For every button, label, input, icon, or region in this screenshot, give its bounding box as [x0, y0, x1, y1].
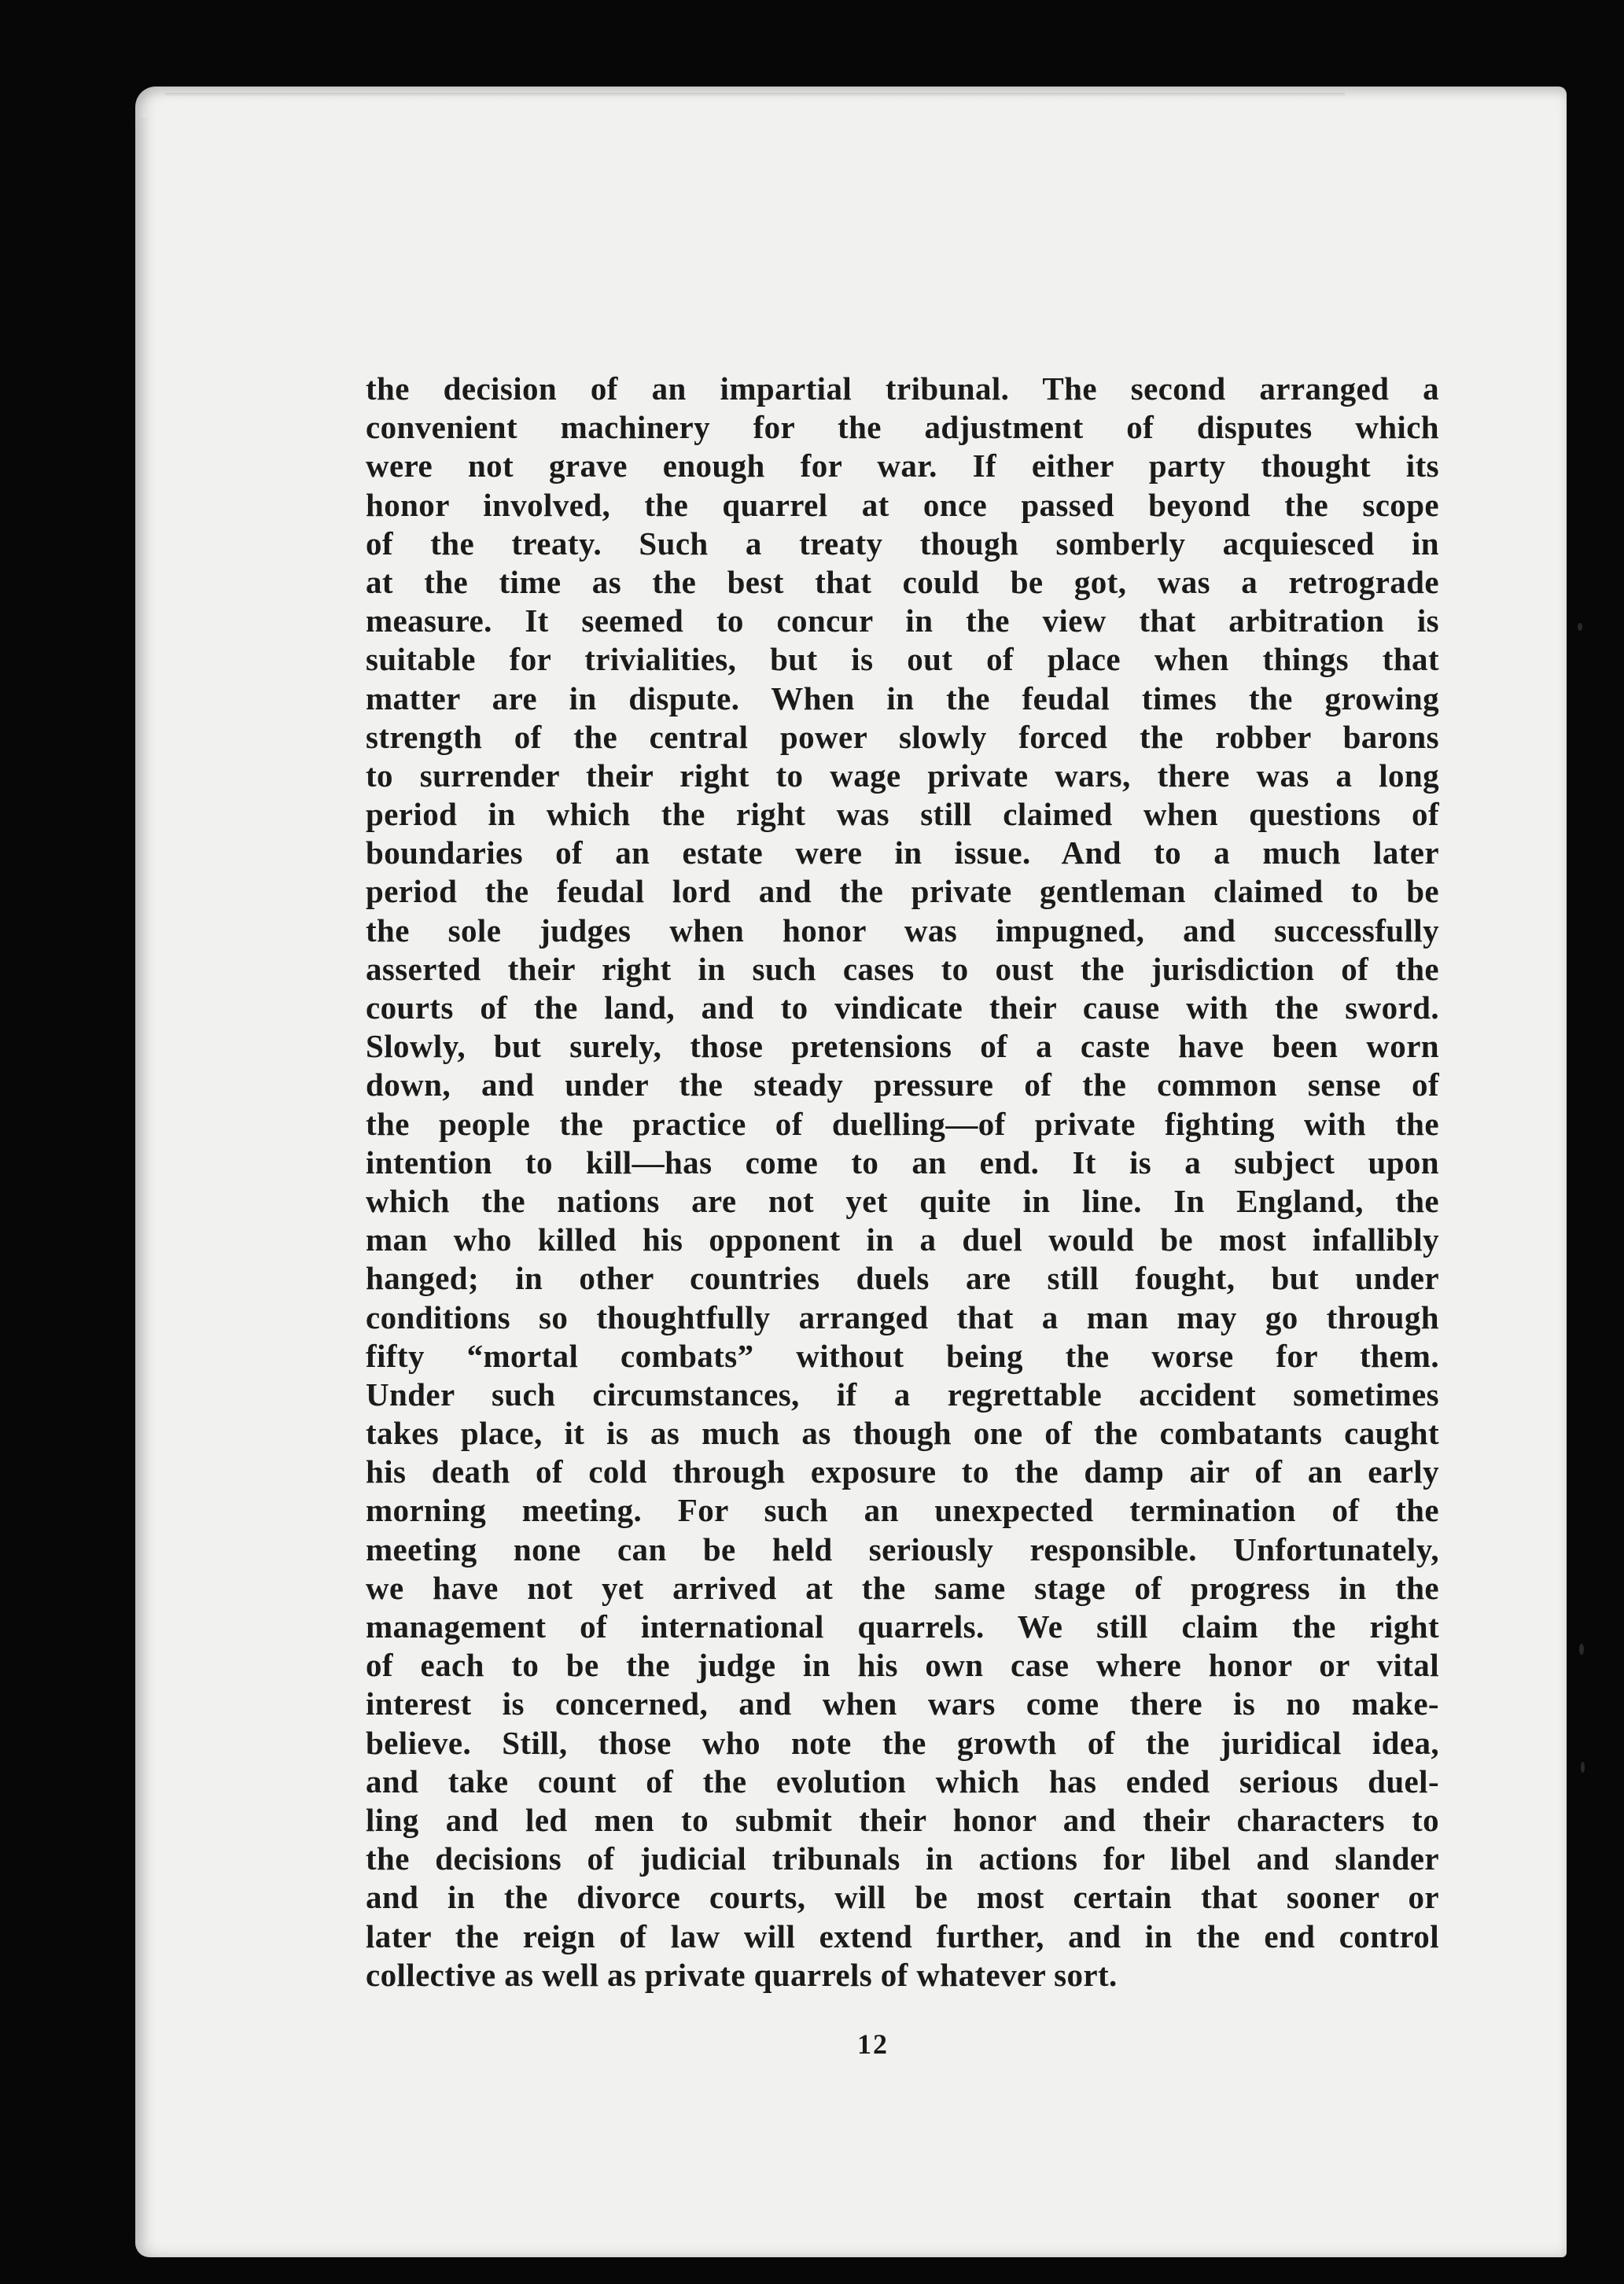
page-left-edge [135, 118, 149, 2242]
text-line-last: collective as well as private quarrels of whatever sort. [366, 1956, 1118, 1993]
text-line: strength of the central power slowly forced the robber barons [366, 718, 1439, 755]
text-line: management of international quarrels. We still claim the right [366, 1608, 1439, 1645]
body-text [366, 370, 1439, 1995]
text-line: period in which the right was still claimed when questions of [366, 796, 1439, 833]
text-line: period the feudal lord and the private gentleman claimed to be [366, 873, 1439, 910]
text-line: to surrender their right to wage private wars, there was a long [366, 757, 1439, 794]
text-line: the decision of an impartial tribunal. The second arranged a [366, 370, 1439, 407]
text-line: asserted their right in such cases to oust the jurisdiction of the [366, 950, 1439, 987]
text-line: of each to be the judge in his own case where honor or vital [366, 1647, 1439, 1684]
text-line: boundaries of an estate were in issue. And to a much later [366, 834, 1439, 871]
scan-speck [1579, 1644, 1584, 1655]
text-line: and take count of the evolution which has ended serious duel- [366, 1763, 1439, 1800]
text-line: the people the practice of duelling—of private fighting with the [366, 1105, 1439, 1142]
text-line: Slowly, but surely, those pretensions of a caste have been worn [366, 1028, 1439, 1065]
page-number: 12 [857, 2028, 889, 2060]
text-line: his death of cold through exposure to the damp air of an early [366, 1453, 1439, 1490]
text-line: convenient machinery for the adjustment of disputes which [366, 409, 1439, 446]
text-line: conditions so thoughtfully arranged that a man may go through [366, 1299, 1439, 1335]
text-line: we have not yet arrived at the same stage of progress in the [366, 1569, 1439, 1606]
text-line: the decisions of judicial tribunals in actions for libel and slander [366, 1840, 1439, 1877]
text-line: ling and led men to submit their honor and their characters to [366, 1801, 1439, 1838]
text-line: which the nations are not yet quite in line. In England, the [366, 1182, 1439, 1219]
text-line: the sole judges when honor was impugned, and successfully [366, 912, 1439, 949]
text-line: honor involved, the quarrel at once passed beyond the scope [366, 486, 1439, 523]
text-line: of the treaty. Such a treaty though somberly acquiesced in [366, 525, 1439, 562]
text-line: were not grave enough for war. If either party thought its [366, 448, 1439, 484]
text-line: courts of the land, and to vindicate their cause with the sword. [366, 989, 1439, 1026]
text-line: meeting none can be held seriously responsible. Unfortunately, [366, 1531, 1439, 1567]
page-top-edge [165, 93, 1345, 98]
scan-speck [1578, 623, 1582, 631]
text-line: takes place, it is as much as though one of the combatants caught [366, 1415, 1439, 1452]
text-line: intention to kill—has come to an end. It is a subject upon [366, 1144, 1439, 1181]
text-line: morning meeting. For such an unexpected termination of the [366, 1492, 1439, 1529]
text-line: Under such circumstances, if a regrettable accident sometimes [366, 1376, 1439, 1413]
text-line: hanged; in other countries duels are still fought, but under [366, 1260, 1439, 1297]
text-line: later the reign of law will extend further, and in the end control [366, 1917, 1439, 1954]
text-line: man who killed his opponent in a duel would be most infallibly [366, 1221, 1439, 1258]
text-line: believe. Still, those who note the growth of the juridical idea, [366, 1724, 1439, 1761]
text-line: matter are in dispute. When in the feudal times the growing [366, 680, 1439, 717]
text-line: measure. It seemed to concur in the view that arbitration is [366, 602, 1439, 639]
text-line: at the time as the best that could be got, was a retrograde [366, 563, 1439, 600]
text-line: down, and under the steady pressure of the common sense of [366, 1066, 1439, 1103]
text-line: suitable for trivialities, but is out of place when things that [366, 641, 1439, 678]
text-line: and in the divorce courts, will be most certain that sooner or [366, 1879, 1439, 1916]
text-line: fifty “mortal combats” without being the worse for them. [366, 1337, 1439, 1374]
scan-speck [1581, 1762, 1585, 1773]
text-line: interest is concerned, and when wars come there is no make- [366, 1685, 1439, 1722]
